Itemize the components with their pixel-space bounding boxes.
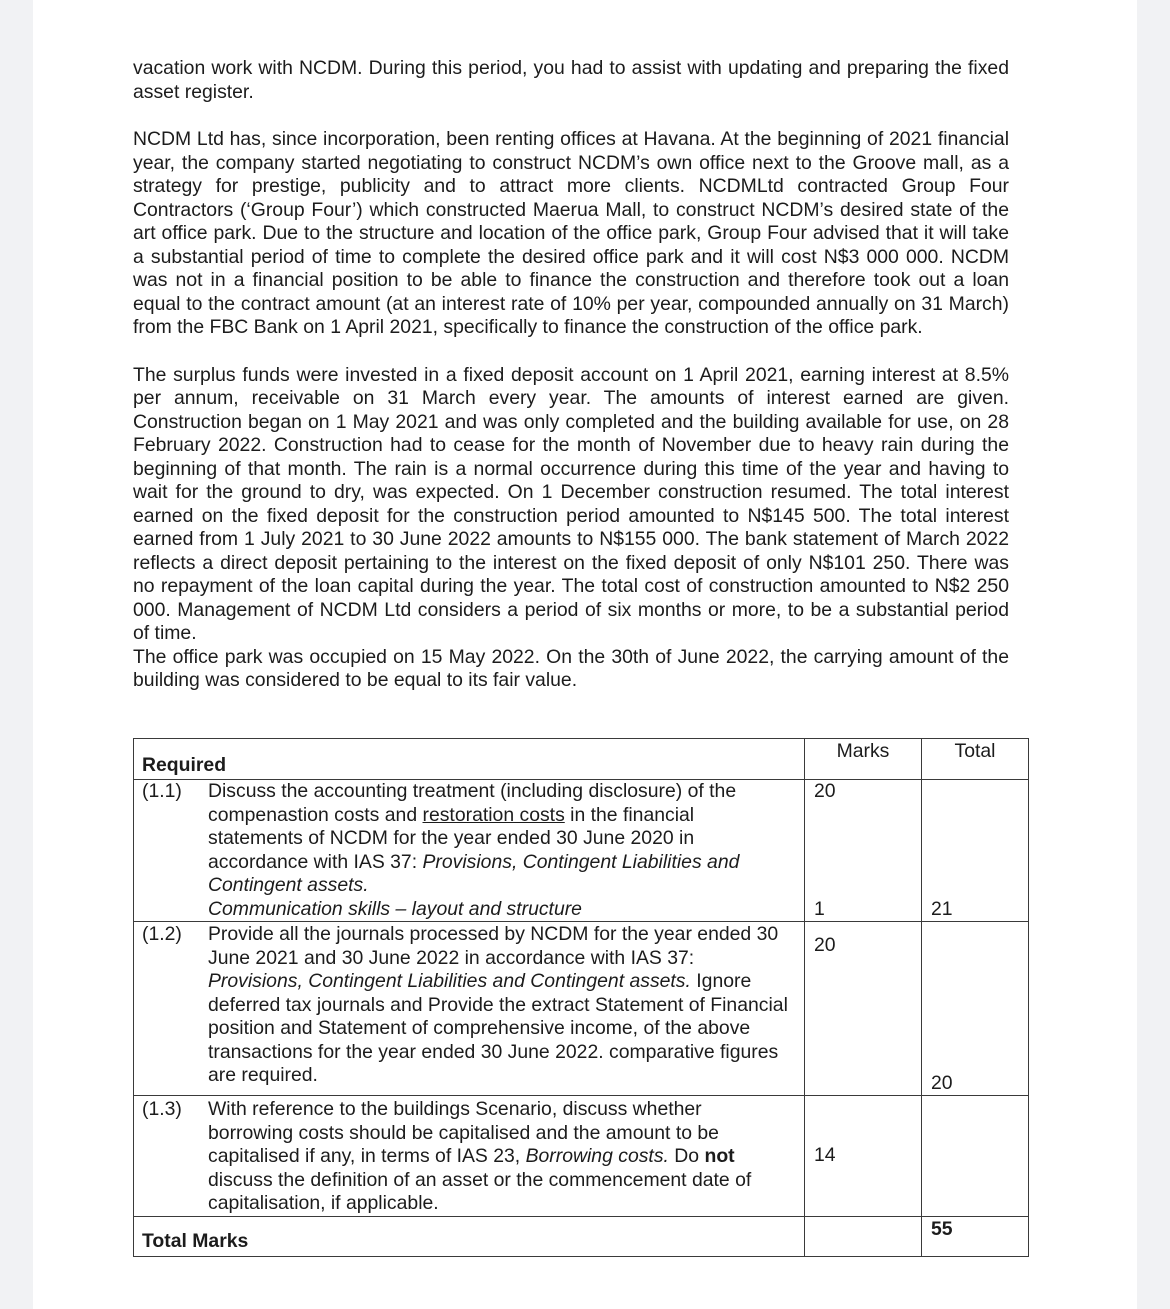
grand-total: 55 xyxy=(922,1217,1029,1257)
communication-skills-line: Communication skills – layout and structure xyxy=(208,897,582,920)
question-1-1-marks-cell xyxy=(805,780,922,922)
marks-header: Marks xyxy=(805,739,922,780)
required-marks-table xyxy=(133,738,1029,1257)
question-row-1-3 xyxy=(134,1096,1029,1217)
question-number: (1.1) xyxy=(142,780,182,802)
total-marks-row xyxy=(134,1217,1029,1257)
paragraph-intro: vacation work with NCDM. During this period, you had to assist with updating and preparing the fixed asset register. xyxy=(133,57,1009,103)
total-marks-empty-cell xyxy=(805,1217,922,1257)
total-header: Total xyxy=(922,739,1029,780)
question-1-3-total xyxy=(922,1096,1029,1217)
question-text: With reference to the buildings Scenario, discuss whether borrowing costs should be capitalised and the amount to be capitalised if any, in terms of IAS 23, Borrowing costs. Do not discuss the definition of an asset or the commencement date of capitalisation, if applicable. xyxy=(208,1098,752,1214)
question-marks: 20 xyxy=(814,780,836,802)
paragraph-surplus-funds: The surplus funds were invested in a fixed deposit account on 1 April 2021, earning interest at 8.5% per annum, receivable on 31 March every year. The amounts of interest earned are given. Construction began on 1 May 2021 and was only completed and the building available for use, on 28 February 2022. Construction had to cease for the month of November due to heavy rain during the beginning of that month. The rain is a normal occurrence during this time of the year and having to wait for the ground to dry, was expected. On 1 December construction resumed. The total interest earned on the fixed deposit for the construction period amounted to N$145 500. The total interest earned from 1 July 2021 to 30 June 2022 amounts to N$155 000. The bank statement of March 2022 reflects a direct deposit pertaining to the interest on the fixed deposit of only N$101 250. There was no repayment of the loan capital during the year. The total cost of construction amounted to N$2 250 000. Management of NCDM Ltd considers a period of six months or more, to be a substantial period of time. xyxy=(133,363,1009,644)
question-row-1-2 xyxy=(134,922,1029,1096)
question-row-1-1 xyxy=(134,780,1029,922)
question-text: Discuss the accounting treatment (including disclosure) of the compenastion costs and restoration costs in the financial statements of NCDM for the year ended 30 June 2020 in accordance with IAS 37: Provisions, Contingent Liabilities and Contingent assets. Communication skills – layout and structure xyxy=(208,780,740,920)
document-body xyxy=(133,57,1009,693)
total-marks-label-cell xyxy=(134,1217,805,1257)
question-text: Provide all the journals processed by NCDM for the year ended 30 June 2021 and 30 June 2022 in accordance with IAS 37: Provisions, Contingent Liabilities and Contingent assets. Ignore deferred tax journals and Provide the extract Statement of Financial position and Statement of comprehensive income, of the above transactions for the year ended 30 June 2022. comparative figures are required. xyxy=(208,923,788,1086)
question-1-2-cell xyxy=(134,922,805,1096)
question-number: (1.2) xyxy=(142,923,182,945)
required-heading-cell xyxy=(134,739,805,780)
total-marks-label: Total Marks xyxy=(142,1229,249,1252)
question-1-3-marks: 14 xyxy=(805,1096,922,1217)
question-1-1-cell xyxy=(134,780,805,922)
required-heading: Required xyxy=(142,753,227,776)
question-number: (1.3) xyxy=(142,1098,182,1120)
question-1-2-total: 20 xyxy=(922,922,1029,1096)
question-1-1-total: 21 xyxy=(922,780,1029,922)
paragraph-occupation: The office park was occupied on 15 May 2022. On the 30th of June 2022, the carrying amount of the building was considered to be equal to its fair value. xyxy=(133,645,1009,691)
table-header-row xyxy=(134,739,1029,780)
question-1-3-cell xyxy=(134,1096,805,1217)
paragraph-background: NCDM Ltd has, since incorporation, been renting offices at Havana. At the beginning of 2021 financial year, the company started negotiating to construct NCDM’s own office next to the Groove mall, as a strategy for prestige, publicity and to attract more clients. NCDMLtd contracted Group Four Contractors (‘Group Four’) which constructed Maerua Mall, to construct NCDM’s desired state of the art office park. Due to the structure and location of the office park, Group Four advised that it will take a substantial period of time to complete the desired office park and it will cost N$3 000 000. NCDM was not in a financial position to be able to finance the construction and therefore took out a loan equal to the contract amount (at an interest rate of 10% per year, compounded annually on 31 March) from the FBC Bank on 1 April 2021, specifically to finance the construction of the office park. xyxy=(133,128,1009,338)
communication-marks: 1 xyxy=(814,898,825,920)
question-1-2-marks: 20 xyxy=(805,922,922,1096)
